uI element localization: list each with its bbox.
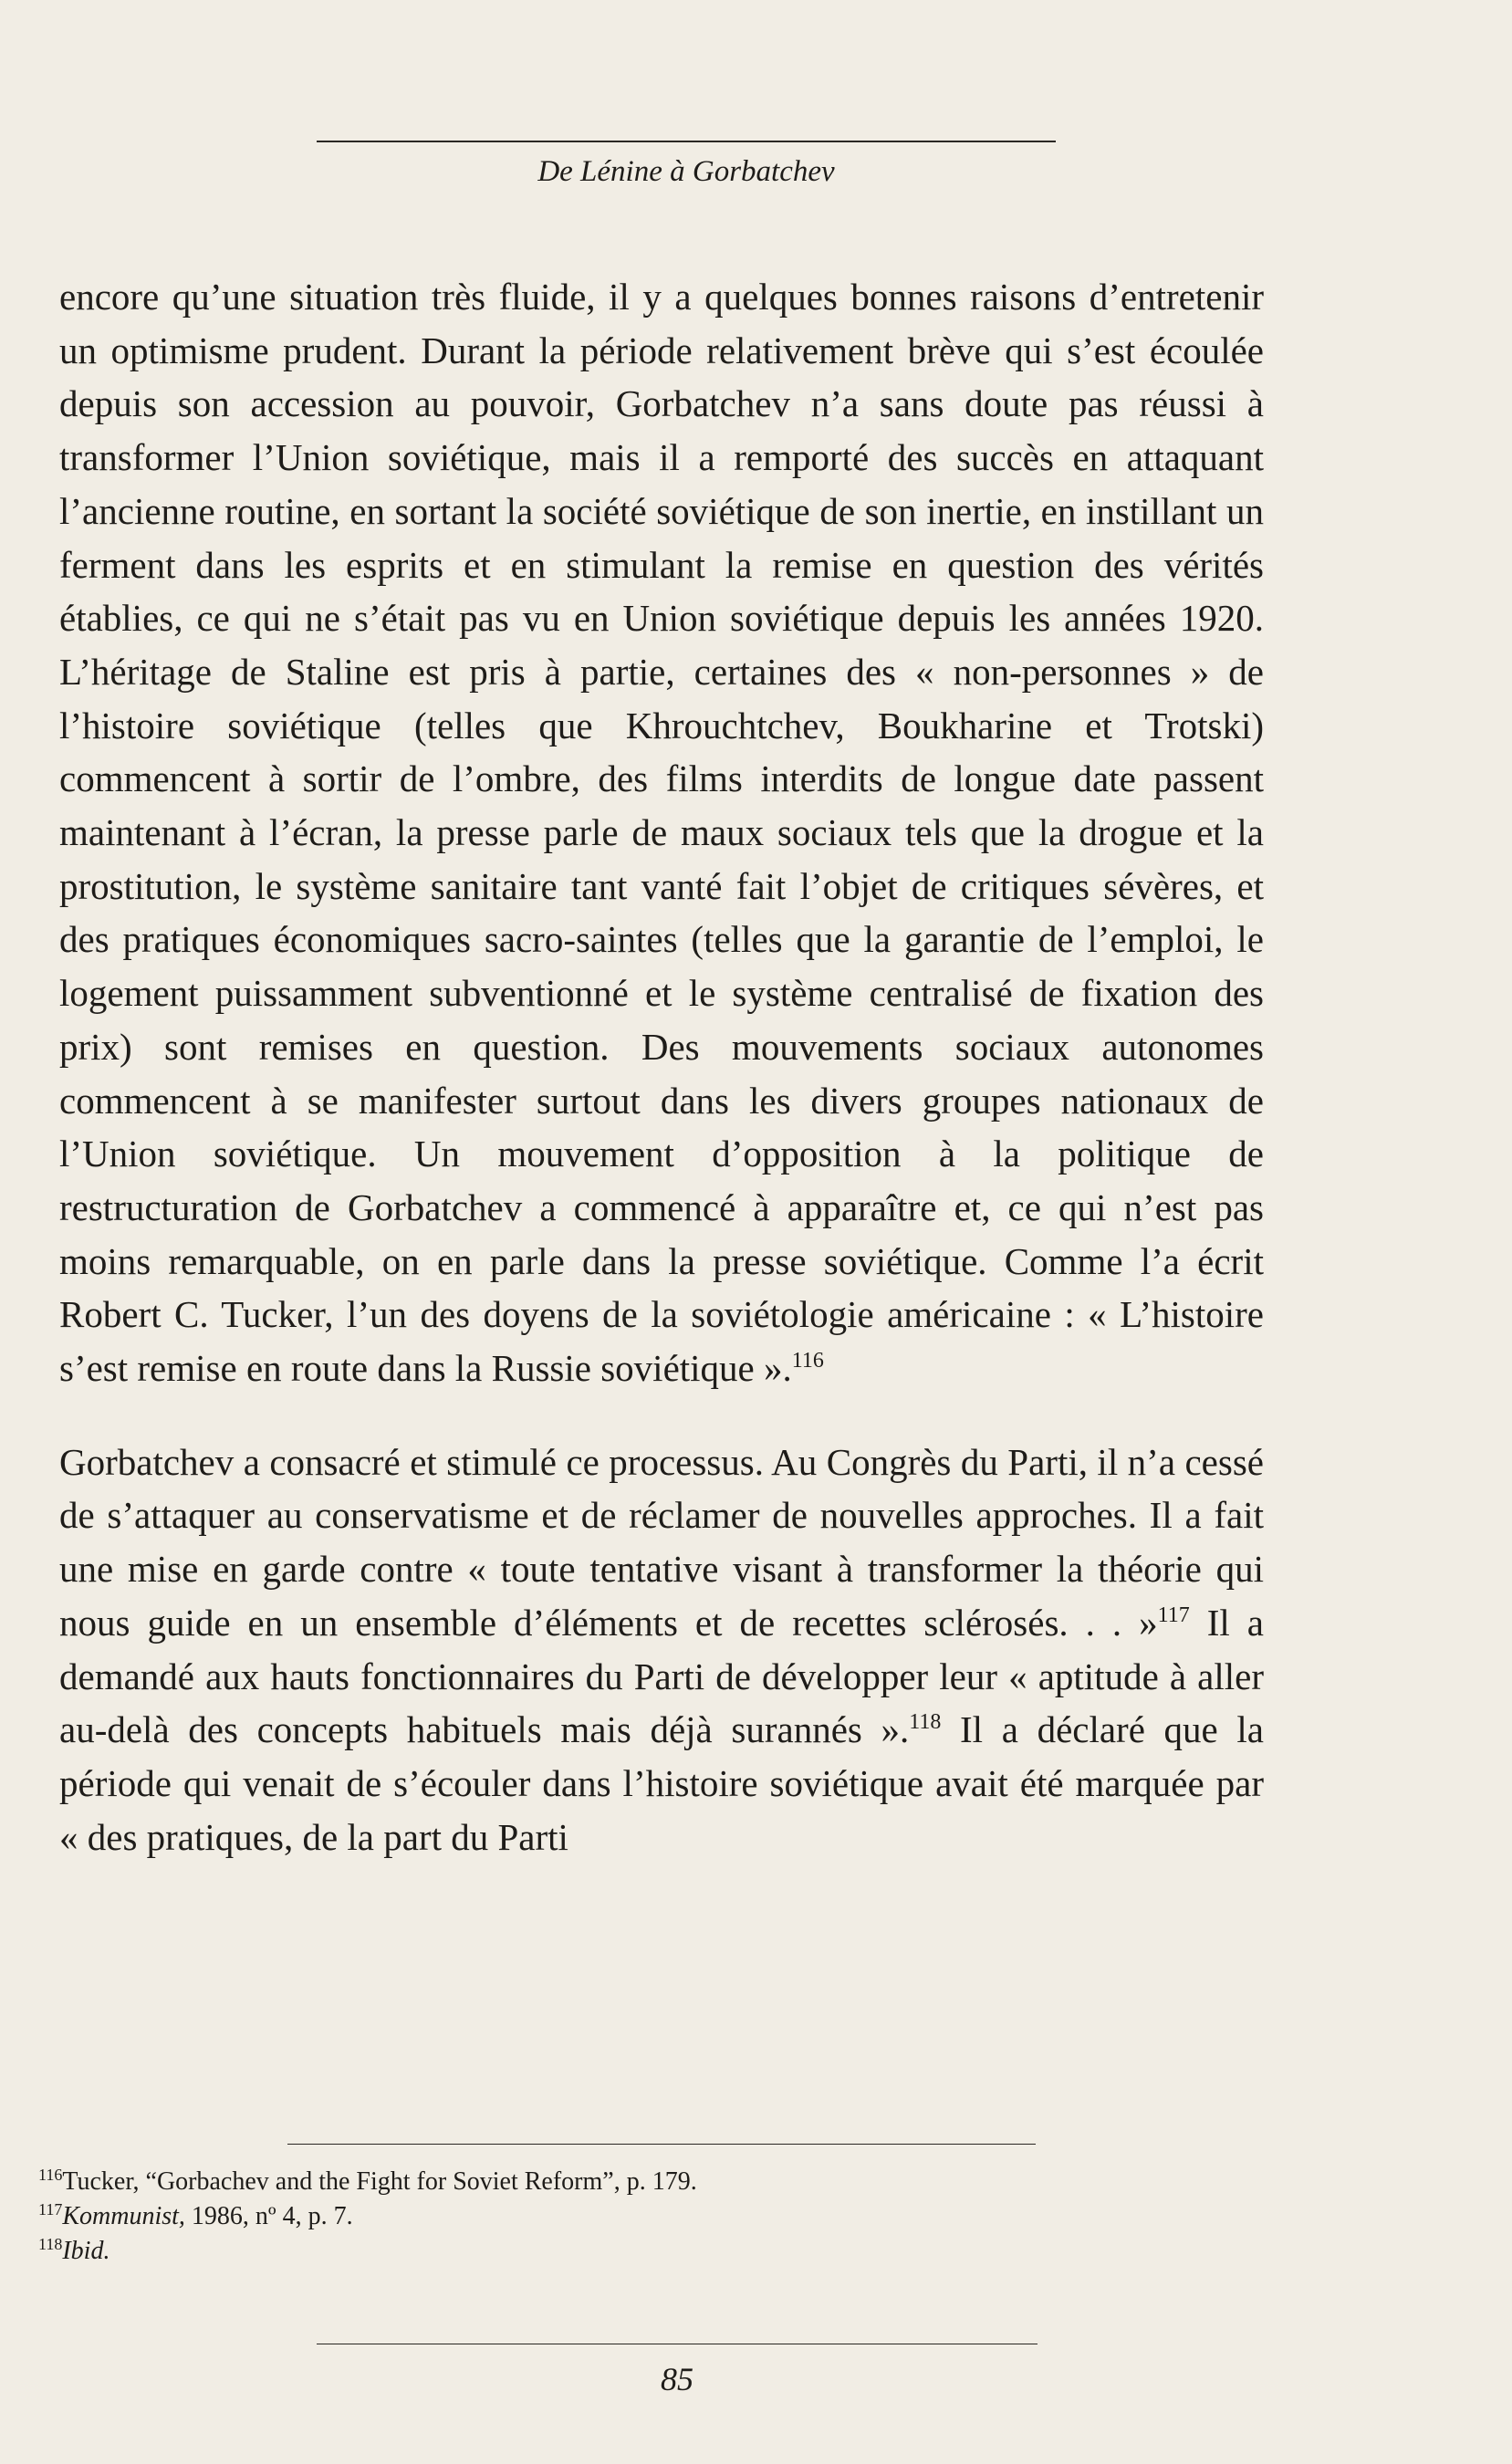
footnote-ref-117: 117 — [1157, 1603, 1190, 1627]
header-rule — [317, 141, 1056, 142]
footnote-text: Tucker, “Gorbachev and the Fight for Soviet Reform”, p. 179. — [62, 2167, 697, 2196]
footnote-rule — [287, 2144, 1036, 2145]
footnote-118 — [38, 2234, 1225, 2269]
paragraph-1 — [59, 270, 1264, 1395]
paragraph-2-text-a: Gorbatchev a consacré et stimulé ce processus. Au Congrès du Parti, il n’a cessé de s’attaquer au conservatisme et de réclamer de nouvelles approches. Il a fait une mise en garde contre « toute tentative visant à transformer la théorie qui nous guide en un ensemble d’éléments et de recettes sclérosés. . . » — [59, 1440, 1264, 1644]
paragraph-2-text-b: Il a demandé aux hauts fonctionnaires du Parti de développer leur « aptitude à aller au-delà des concepts habituels mais déjà surannés ». — [59, 1601, 1265, 1751]
footnote-ref-118: 118 — [909, 1710, 942, 1735]
footnote-ibid: Ibid. — [62, 2237, 110, 2265]
footnote-text: 1986, nº 4, p. 7. — [184, 2202, 353, 2230]
paragraph-1-text: encore qu’une situation très fluide, il y a quelques bonnes raisons d’entretenir un optimisme prudent. Durant la période relativement brève qui s’est écoulée depuis son accession au pouvoir, Gorbatchev n’a sans doute pas réussi à transformer l’Union soviétique, mais il a remporté des succès en attaquant l’ancienne routine, en sortant la société soviétique de son inertie, en instillant un ferment dans les esprits et en stimulant la remise en question des vérités établies, ce qui ne s’était pas vu en Union soviétique depuis les années 1920. L’héritage de Staline est pris à partie, certaines des « non-personnes » de l’histoire soviétique (telles que Khrouchtchev, Boukharine et Trotski) commencent à sortir de l’ombre, des films interdits de longue date passent maintenant à l’écran, la presse parle de maux sociaux tels que la drogue et la prostitution, le système sanitaire tant vanté fait l’objet de critiques sévères, et des pratiques économiques sacro-saintes (telles que la garantie de l’emploi, le logement puissamment subventionné et le système centralisé de fixation des prix) sont remises en question. Des mouvements sociaux autonomes commencent à se manifester surtout dans les divers groupes nationaux de l’Union soviétique. Un mouvement d’opposition à la politique de restructuration de Gorbatchev a commencé à apparaître et, ce qui n’est pas moins remarquable, on en parle dans la presse soviétique. Comme l’a écrit Robert C. Tucker, l’un des doyens de la soviétologie américaine : « L’histoire s’est remise en route dans la Russie soviétique ». — [59, 276, 1264, 1390]
footnotes — [38, 2165, 1225, 2269]
footnote-117 — [38, 2199, 1225, 2234]
body-text — [59, 270, 1264, 1864]
running-head: De Lénine à Gorbatchev — [537, 155, 835, 188]
paragraph-2 — [59, 1436, 1264, 1864]
footnote-ref-116: 116 — [791, 1349, 824, 1373]
footnote-116 — [38, 2165, 1225, 2199]
footnote-number: 117 — [38, 2200, 63, 2219]
footnote-source-title: Kommunist, — [62, 2202, 185, 2230]
paragraph-2-text-c: Il a déclaré que la période qui venait de s’écouler dans l’histoire soviétique avait été marquée par « des pratiques, de la part du Parti — [59, 1708, 1265, 1858]
footnote-number: 118 — [38, 2235, 63, 2253]
page-number: 85 — [661, 2361, 693, 2397]
footnote-number: 116 — [38, 2166, 63, 2184]
